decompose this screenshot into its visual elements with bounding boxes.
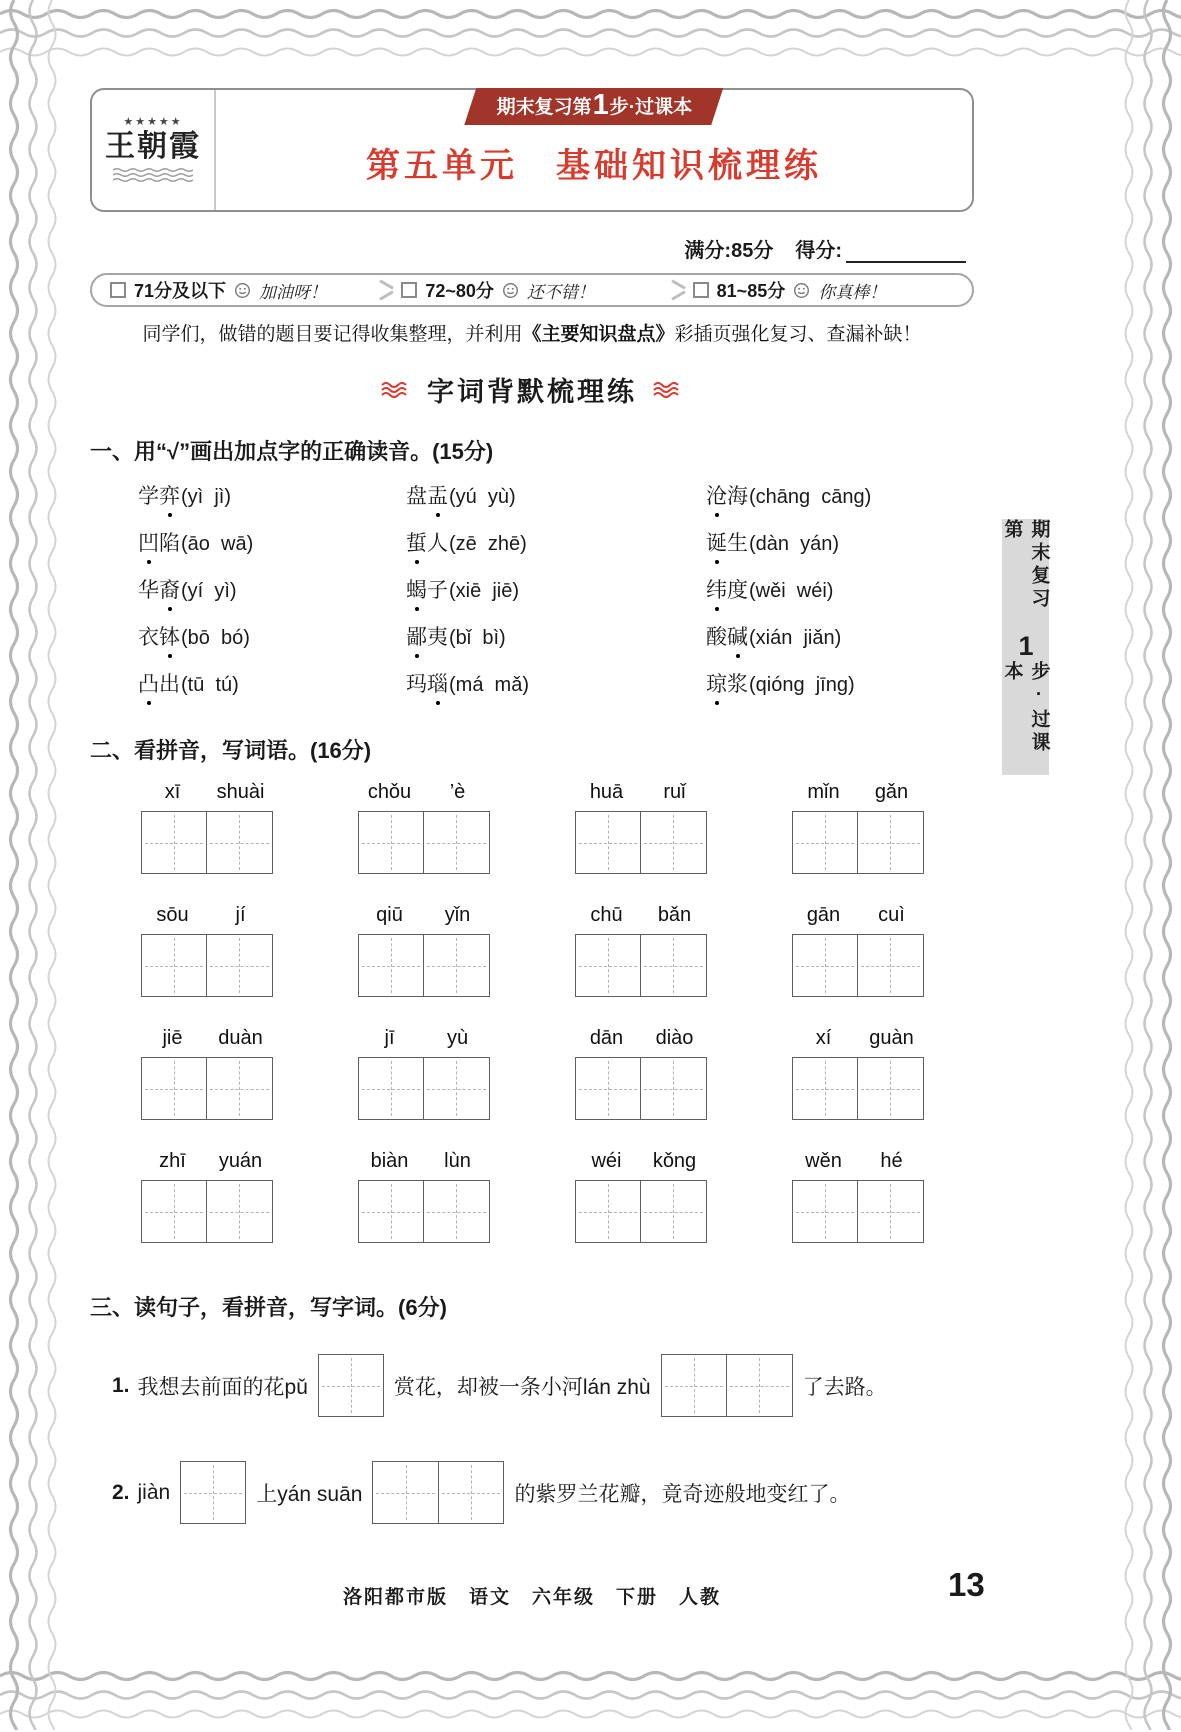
side-tab-text	[999, 519, 1053, 775]
word-part: 子	[427, 579, 448, 602]
writing-cell[interactable]	[423, 1058, 489, 1119]
dotted-char: 凹	[138, 527, 159, 557]
pinyin-options: (tū tú)	[181, 674, 239, 696]
word-part: 酸	[706, 626, 727, 649]
grade-range-high: 81~85分	[716, 281, 786, 301]
pinyin-syllable: xī	[164, 781, 181, 803]
pinyin-syllable: jī	[384, 1027, 395, 1049]
dotted-char: 凸	[138, 668, 159, 698]
word-part: 玛	[406, 673, 427, 696]
pinyin-choice-item	[406, 574, 706, 604]
writing-cell[interactable]	[726, 1355, 792, 1416]
writing-box[interactable]	[792, 811, 924, 874]
pinyin-choice-item	[706, 574, 974, 604]
decorative-wave-right	[1111, 0, 1181, 1730]
word-writing-group	[749, 1027, 966, 1120]
writing-cell[interactable]	[206, 1181, 272, 1242]
grade-band-segment-high	[693, 277, 954, 303]
writing-box[interactable]	[318, 1354, 384, 1417]
pinyin-label	[790, 781, 926, 804]
pinyin-syllable: shuài	[216, 781, 265, 803]
logo-wave-icon	[113, 165, 193, 185]
pinyin-choice-item	[406, 621, 706, 651]
footer-edition: 洛阳都市版 语文 六年级 下册 人教	[342, 1587, 721, 1608]
pinyin-label	[356, 1150, 492, 1173]
writing-box[interactable]	[180, 1461, 246, 1524]
writing-cell[interactable]	[359, 935, 424, 996]
triple-wave-icon	[379, 380, 413, 400]
sentence-text: jiàn	[137, 1480, 171, 1504]
pinyin-options: (xiē jiē)	[449, 580, 520, 602]
grade-remark-mid: 还不错！	[526, 282, 595, 302]
writing-cell[interactable]	[857, 812, 923, 873]
writing-cell[interactable]	[423, 812, 489, 873]
pinyin-syllable: chǒu	[367, 781, 412, 803]
word	[706, 527, 748, 557]
pinyin-options: (zē zhē)	[449, 533, 527, 555]
badge-step-number: 1	[592, 89, 609, 122]
writing-cell[interactable]	[793, 1058, 858, 1119]
writing-cell[interactable]	[857, 1181, 923, 1242]
great-face-icon	[793, 282, 810, 299]
dotted-char: 钵	[159, 621, 180, 651]
page-content	[90, 88, 974, 1524]
writing-cell[interactable]	[373, 1462, 438, 1523]
writing-box[interactable]	[575, 1057, 707, 1120]
dotted-char: 沧	[706, 480, 727, 510]
pinyin-choice-item	[138, 480, 406, 510]
sentence-1	[90, 1354, 974, 1417]
writing-cell[interactable]	[640, 1181, 706, 1242]
sentence-number: 2.	[112, 1480, 130, 1504]
pinyin-syllable: jiē	[162, 1027, 183, 1049]
cheer-face-icon	[234, 282, 251, 299]
pinyin-choice-item	[706, 668, 974, 698]
writing-cell[interactable]	[662, 1355, 727, 1416]
dotted-char: 蝎	[406, 574, 427, 604]
score-blank[interactable]	[846, 261, 966, 263]
word-part: 衣	[138, 626, 159, 649]
writing-cell[interactable]	[142, 812, 207, 873]
dotted-char: 盂	[427, 480, 448, 510]
question1-items	[90, 480, 974, 698]
pinyin-options: (bǐ bì)	[449, 627, 506, 649]
pinyin-choice-item	[138, 668, 406, 698]
writing-cell[interactable]	[142, 935, 207, 996]
word-part: 生	[727, 532, 748, 555]
pinyin-syllable: mǐn	[807, 781, 840, 803]
sentence-text: 的紫罗兰花瓣，竟奇迹般地变红了。	[514, 1482, 851, 1506]
word	[138, 621, 180, 651]
grade-band	[90, 273, 974, 307]
pinyin-label	[139, 904, 275, 927]
pinyin-options: (yú yù)	[449, 486, 516, 508]
word	[406, 574, 448, 604]
word-writing-group	[98, 781, 315, 874]
pinyin-choice-item	[138, 621, 406, 651]
word-part: 学	[138, 485, 159, 508]
score-row	[90, 234, 974, 263]
question3-heading: 三、读句子，看拼音，写字词。(6分)	[90, 1295, 447, 1320]
pinyin-options: (yí yì)	[181, 580, 237, 602]
dotted-char: 碱	[727, 621, 748, 651]
word-writing-group	[315, 781, 532, 874]
pinyin-options: (xián jiǎn)	[749, 627, 842, 649]
writing-cell[interactable]	[206, 1058, 272, 1119]
full-score-label: 满分:85分	[684, 240, 774, 262]
writing-box[interactable]	[141, 1057, 273, 1120]
writing-cell[interactable]	[423, 1181, 489, 1242]
word	[406, 621, 448, 651]
logo-name: 王朝霞	[105, 129, 201, 163]
writing-box[interactable]	[575, 1180, 707, 1243]
pinyin-choice-item	[138, 527, 406, 557]
writing-box[interactable]	[141, 934, 273, 997]
logo-stars-icon: ★★★★★	[123, 115, 183, 128]
pinyin-choice-item	[706, 480, 974, 510]
pinyin-label	[790, 1150, 926, 1173]
writing-cell[interactable]	[206, 812, 272, 873]
grade-range-low: 71分及以下	[134, 281, 227, 301]
writing-box[interactable]	[358, 811, 490, 874]
writing-cell[interactable]	[438, 1462, 504, 1523]
writing-cell[interactable]	[857, 1058, 923, 1119]
pinyin-syllable: biàn	[370, 1150, 409, 1172]
triple-wave-icon	[651, 380, 685, 400]
pinyin-syllable: sōu	[156, 904, 189, 926]
writing-box[interactable]	[792, 934, 924, 997]
word-writing-group	[98, 1027, 315, 1120]
section-banner	[90, 370, 974, 409]
page-title: 第五单元 基础知识梳理练	[366, 147, 822, 185]
writing-cell[interactable]	[359, 1181, 424, 1242]
word	[406, 527, 448, 557]
writing-cell[interactable]	[576, 1181, 641, 1242]
writing-box[interactable]	[358, 934, 490, 997]
word-writing-group	[315, 904, 532, 997]
writing-box[interactable]	[575, 811, 707, 874]
writing-box[interactable]	[661, 1354, 793, 1417]
pinyin-syllable: yù	[446, 1027, 469, 1049]
section-banner-title: 字词背默梳理练	[427, 377, 637, 407]
writing-cell[interactable]	[857, 935, 923, 996]
notice-book-title: 《主要知识盘点》	[522, 324, 675, 345]
side-tab-number: 1	[1011, 631, 1041, 662]
dotted-char: 弈	[159, 480, 180, 510]
decorative-wave-bottom	[0, 1662, 1181, 1732]
band-chevron-icon	[371, 278, 401, 302]
writing-cell[interactable]	[576, 935, 641, 996]
word-writing-group	[532, 904, 749, 997]
pinyin-syllable: bǎn	[657, 904, 692, 926]
word-writing-group	[98, 1150, 315, 1243]
writing-cell[interactable]	[576, 1058, 641, 1119]
writing-cell[interactable]	[359, 812, 424, 873]
pinyin-syllable: hé	[880, 1150, 903, 1172]
side-tab-pre: 期末复习第	[1001, 519, 1050, 611]
sentence-text: 上yán suān	[256, 1482, 363, 1506]
earned-score	[795, 234, 966, 263]
pinyin-label	[790, 904, 926, 927]
pinyin-syllable: xí	[815, 1027, 832, 1049]
header-main	[216, 90, 972, 210]
pinyin-label	[790, 1027, 926, 1050]
pinyin-syllable: lùn	[444, 1150, 471, 1172]
word-writing-group	[532, 1150, 749, 1243]
pinyin-options: (qióng jīng)	[749, 674, 855, 696]
pinyin-syllable: wěn	[805, 1150, 842, 1172]
pinyin-options: (yì jì)	[181, 486, 231, 508]
writing-box[interactable]	[141, 811, 273, 874]
writing-cell[interactable]	[142, 1181, 207, 1242]
earned-score-label: 得分:	[795, 240, 842, 262]
pinyin-label	[139, 1027, 275, 1050]
word-part: 浆	[727, 673, 748, 696]
pinyin-options: (bō bó)	[181, 627, 250, 649]
writing-box[interactable]	[358, 1180, 490, 1243]
grade-band-segment-mid	[401, 277, 662, 303]
pinyin-label	[356, 904, 492, 927]
pinyin-syllable: duàn	[218, 1027, 263, 1049]
pinyin-syllable: cuì	[878, 904, 905, 926]
notice-part3: 彩插页强化复习、查漏补缺！	[674, 324, 922, 345]
badge-post: 步·过课本	[609, 97, 693, 118]
ok-face-icon	[502, 282, 519, 299]
dotted-char: 纬	[706, 574, 727, 604]
sentence-text: 赏花，却被一条小河lán zhù	[393, 1375, 651, 1399]
sentence-number: 1.	[112, 1373, 130, 1397]
study-notice	[90, 319, 974, 346]
pinyin-syllable: ’è	[449, 781, 466, 803]
word	[138, 527, 180, 557]
pinyin-syllable: gān	[806, 904, 841, 926]
word-part: 度	[727, 579, 748, 602]
series-badge-text	[496, 89, 693, 122]
question2-heading: 二、看拼音，写词语。(16分)	[90, 738, 372, 763]
pinyin-syllable: jí	[235, 904, 246, 926]
word-writing-group	[98, 904, 315, 997]
pinyin-choice-item	[406, 668, 706, 698]
writing-cell[interactable]	[793, 1181, 858, 1242]
writing-cell[interactable]	[640, 812, 706, 873]
pinyin-syllable: huā	[589, 781, 624, 803]
writing-cell[interactable]	[206, 935, 272, 996]
page-number: 13	[948, 1566, 985, 1603]
pinyin-choice-item	[138, 574, 406, 604]
word-writing-group	[315, 1150, 532, 1243]
pinyin-syllable: dān	[589, 1027, 624, 1049]
pinyin-label	[139, 781, 275, 804]
grade-checkbox-low[interactable]	[110, 282, 126, 298]
word	[138, 574, 180, 604]
word-writing-group	[749, 1150, 966, 1243]
pinyin-choice-item	[406, 480, 706, 510]
word-writing-group	[532, 1027, 749, 1120]
grade-range-mid: 72~80分	[425, 281, 494, 301]
dotted-char: 蜇	[406, 527, 427, 557]
sentence-text: 我想去前面的花pǔ	[137, 1375, 308, 1399]
pinyin-options: (má mǎ)	[449, 674, 529, 696]
word-writing-group	[749, 781, 966, 874]
writing-cell[interactable]	[319, 1355, 383, 1416]
writing-box[interactable]	[141, 1180, 273, 1243]
writing-cell[interactable]	[793, 935, 858, 996]
pinyin-syllable: kǒng	[652, 1150, 697, 1172]
writing-cell[interactable]	[640, 935, 706, 996]
word-writing-group	[749, 904, 966, 997]
writing-cell[interactable]	[181, 1462, 245, 1523]
pinyin-syllable: guàn	[869, 1027, 914, 1049]
pinyin-options: (dàn yán)	[749, 533, 840, 555]
writing-box[interactable]	[358, 1057, 490, 1120]
sentence-text: 了去路。	[802, 1375, 887, 1399]
pinyin-label	[356, 781, 492, 804]
page-header	[90, 88, 974, 212]
dotted-char: 琼	[706, 668, 727, 698]
writing-cell[interactable]	[359, 1058, 424, 1119]
writing-cell[interactable]	[142, 1058, 207, 1119]
pinyin-syllable: diào	[655, 1027, 694, 1049]
grade-checkbox-high[interactable]	[693, 282, 709, 298]
writing-box[interactable]	[792, 1180, 924, 1243]
word-part: 海	[727, 485, 748, 508]
word-part: 夷	[427, 626, 448, 649]
sentence-2	[90, 1461, 974, 1524]
word-writing-group	[315, 1027, 532, 1120]
badge-pre: 期末复习第	[496, 97, 592, 118]
writing-box[interactable]	[792, 1057, 924, 1120]
word	[706, 668, 748, 698]
word-part: 陷	[159, 532, 180, 555]
pinyin-label	[573, 1150, 709, 1173]
series-badge	[464, 88, 724, 125]
grade-remark-high: 你真棒！	[818, 282, 887, 302]
word	[706, 574, 748, 604]
pinyin-syllable: yǐn	[444, 904, 471, 926]
brand-logo	[92, 90, 216, 210]
decorative-wave-top	[0, 0, 1181, 70]
pinyin-syllable: chū	[590, 904, 623, 926]
word-part: 人	[427, 532, 448, 555]
question2-grid	[90, 781, 974, 1243]
word	[138, 480, 180, 510]
dotted-char: 鄙	[406, 621, 427, 651]
word	[406, 480, 448, 510]
word-part: 盘	[406, 485, 427, 508]
pinyin-options: (chāng cāng)	[749, 486, 872, 508]
pinyin-syllable: zhī	[159, 1150, 186, 1172]
writing-cell[interactable]	[576, 812, 641, 873]
writing-cell[interactable]	[793, 812, 858, 873]
writing-box[interactable]	[575, 934, 707, 997]
notice-part1: 同学们，做错的题目要记得收集整理，并利用	[142, 324, 523, 345]
pinyin-choice-item	[706, 527, 974, 557]
pinyin-syllable: qiū	[376, 904, 403, 926]
writing-box[interactable]	[372, 1461, 504, 1524]
pinyin-syllable: ruǐ	[663, 781, 686, 803]
word-writing-group	[532, 781, 749, 874]
grade-remark-low: 加油呀！	[259, 282, 328, 302]
writing-cell[interactable]	[423, 935, 489, 996]
side-tab-post: 步·过课本	[1001, 661, 1050, 756]
pinyin-syllable: yuán	[218, 1150, 263, 1172]
pinyin-label	[356, 1027, 492, 1050]
pinyin-choice-item	[406, 527, 706, 557]
grade-band-segment-low	[110, 277, 371, 303]
writing-cell[interactable]	[640, 1058, 706, 1119]
pinyin-choice-item	[706, 621, 974, 651]
pinyin-options: (wěi wéi)	[749, 580, 834, 602]
dotted-char: 裔	[159, 574, 180, 604]
word-part: 华	[138, 579, 159, 602]
pinyin-options: (āo wā)	[181, 533, 254, 555]
decorative-wave-left	[0, 0, 70, 1730]
word	[706, 480, 748, 510]
dotted-char: 诞	[706, 527, 727, 557]
pinyin-syllable: wéi	[591, 1150, 622, 1172]
word-part: 出	[159, 673, 180, 696]
pinyin-label	[573, 904, 709, 927]
dotted-char: 瑙	[427, 668, 448, 698]
word	[706, 621, 748, 651]
pinyin-syllable: gǎn	[874, 781, 909, 803]
pinyin-label	[573, 781, 709, 804]
question1-heading: 一、用“√”画出加点字的正确读音。(15分)	[90, 439, 494, 464]
side-tab	[1002, 519, 1049, 775]
band-chevron-icon	[663, 278, 693, 302]
word	[406, 668, 448, 698]
pinyin-label	[573, 1027, 709, 1050]
pinyin-label	[139, 1150, 275, 1173]
word	[138, 668, 180, 698]
grade-checkbox-mid[interactable]	[401, 282, 417, 298]
